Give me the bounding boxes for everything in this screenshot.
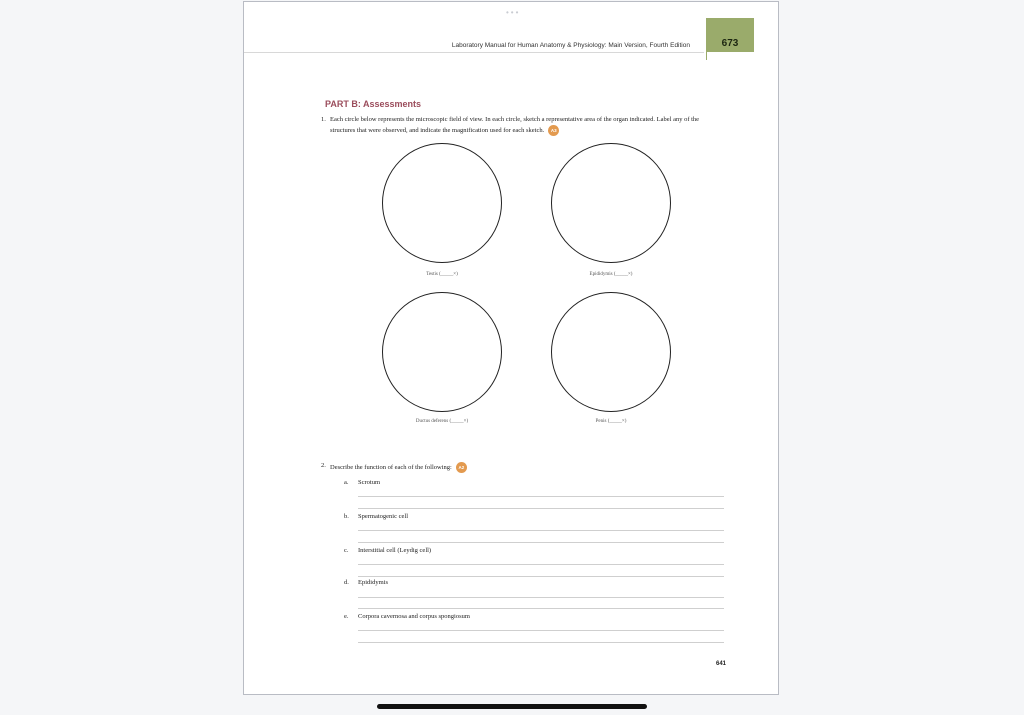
sketch-circle-penis[interactable] bbox=[551, 292, 671, 412]
item-text: Scrotum bbox=[358, 479, 381, 486]
caption-epididymis: Epididymis (_____×) bbox=[589, 272, 633, 277]
answer-line[interactable] bbox=[358, 496, 724, 497]
item-text: Spermatogenic cell bbox=[358, 513, 408, 520]
caption-ductus-deferens: Ductus deferens (_____×) bbox=[415, 419, 469, 424]
answer-line[interactable] bbox=[358, 597, 724, 598]
item-letter: b. bbox=[344, 513, 349, 520]
caption-penis: Penis (_____×) bbox=[595, 419, 627, 424]
sketch-circle-ductus-deferens[interactable] bbox=[382, 292, 502, 412]
page-number: 641 bbox=[716, 661, 727, 667]
page-badge-number: 673 bbox=[721, 38, 739, 49]
document-page bbox=[243, 1, 779, 695]
answer-line[interactable] bbox=[358, 630, 724, 631]
item-text: Epididymis bbox=[358, 579, 388, 586]
item-letter: a. bbox=[344, 479, 349, 486]
page-badge-tick bbox=[706, 52, 707, 60]
answer-line[interactable] bbox=[358, 542, 724, 543]
question-2-number: 2. bbox=[321, 462, 326, 469]
question-2 bbox=[321, 462, 467, 473]
sketch-circle-epididymis[interactable] bbox=[551, 143, 671, 263]
answer-line[interactable] bbox=[358, 608, 724, 609]
objective-a2-icon: A2 bbox=[456, 462, 467, 473]
answer-line[interactable] bbox=[358, 576, 724, 577]
running-head: Laboratory Manual for Human Anatomy & Physiology: Main Version, Fourth Edition bbox=[451, 42, 690, 49]
answer-line[interactable] bbox=[358, 508, 724, 509]
question-1-text: Each circle below represents the microscopic field of view. In each circle, sketch a representative area of the organ indicated. Label any of the structures that were observed, and indicate the magnification used for each sketch. bbox=[330, 116, 700, 134]
item-letter: e. bbox=[344, 613, 349, 620]
item-text: Corpora cavernosa and corpus spongiosum bbox=[358, 613, 470, 620]
answer-line[interactable] bbox=[358, 564, 724, 565]
item-letter: d. bbox=[344, 579, 349, 586]
home-indicator[interactable] bbox=[377, 704, 647, 709]
caption-testis: Testis (_____×) bbox=[426, 272, 458, 277]
question-2-text: Describe the function of each of the following: bbox=[330, 463, 452, 471]
page-badge bbox=[706, 18, 754, 52]
objective-a3-icon: A3 bbox=[548, 125, 559, 136]
answer-line[interactable] bbox=[358, 530, 724, 531]
section-title: PART B: Assessments bbox=[325, 99, 422, 109]
answer-line[interactable] bbox=[358, 642, 724, 643]
item-letter: c. bbox=[344, 547, 349, 554]
item-text: Interstitial cell (Leydig cell) bbox=[358, 547, 432, 554]
question-1 bbox=[321, 114, 720, 136]
sketch-circle-testis[interactable] bbox=[382, 143, 502, 263]
question-1-number: 1. bbox=[321, 116, 326, 123]
header-divider bbox=[244, 52, 704, 53]
top-dots-icon: ••• bbox=[506, 8, 521, 17]
